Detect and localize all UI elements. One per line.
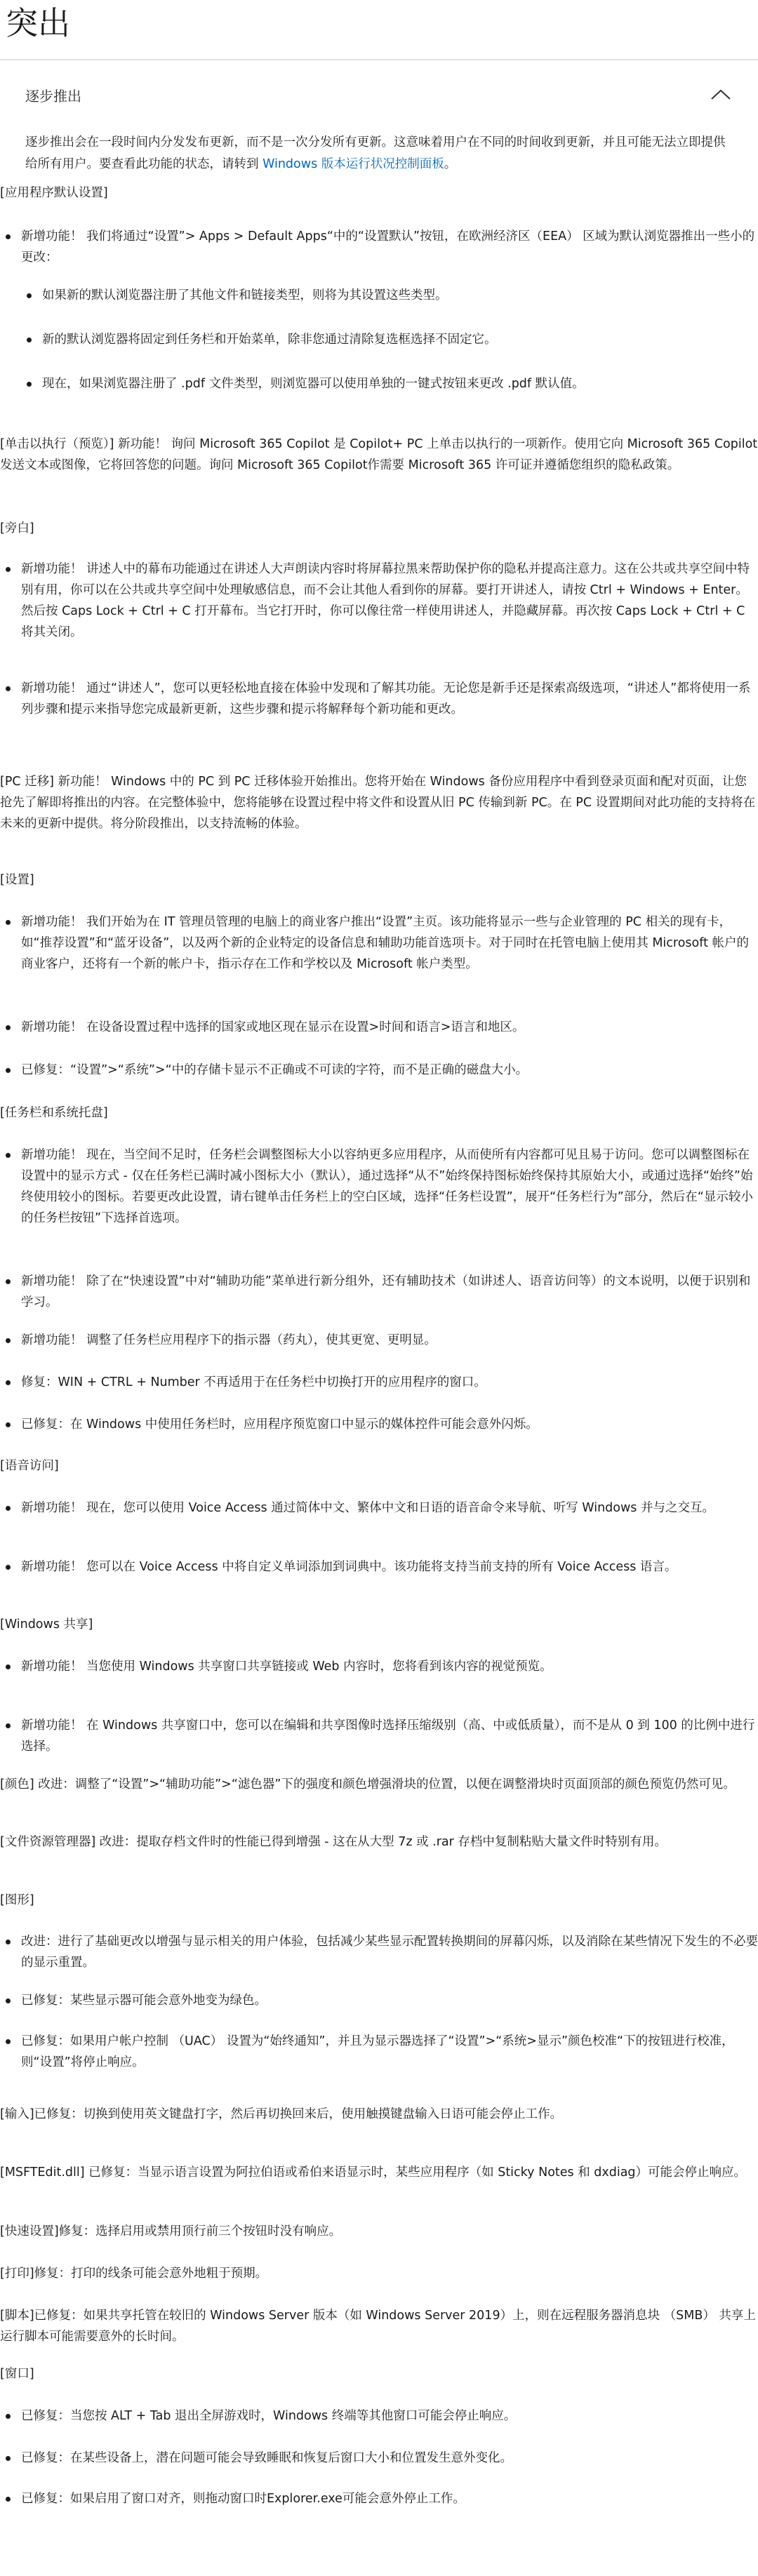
health-dashboard-link[interactable]: Windows 版本运行状况控制面板 [262,157,444,171]
list-item-text: [任务栏和系统托盘] [0,1106,108,1120]
list-item [0,1831,758,1853]
list-item-text: 新增功能！ 在设备设置过程中选择的国家或地区现在显示在设置>时间和语言>语言和地区。 [21,1020,525,1034]
list-item [0,1614,758,1635]
list-item-text: 新增功能！ 现在，当空间不足时，任务栏会调整图标大小以容纳更多应用程序，从而使所有内容都可见且易于访问。您可以调整图标在设置中的显示方式 - 仅在任务栏已满时减小图标大小（默认），通过选择“从不”始终保持图标始终保持其原始大小，或通过选择“始终”始终使用较小的图标。若要更改此设置，请右键单击任务栏上的空白区域，选择“任务栏设置”，展开“任务栏行为”部分，然后在“显示较小的任务栏按钮”下选择首选项。 [21,1148,753,1225]
list-item-text: [颜色] 改进：调整了“设置”>“辅助功能”>“滤色器”下的强度和颜色增强滑块的位置，以便在调整滑块时页面顶部的颜色预览仍然可见。 [0,1777,736,1791]
list-item [21,1372,758,1393]
bullet-icon [6,234,11,239]
page-title: 突出 [6,4,70,42]
list-item-text: [快速设置]修复：选择启用或禁用顶行前三个按钮时没有响应。 [0,2224,342,2238]
list-item-text: 已修复：某些显示器可能会意外地变为绿色。 [21,1994,267,2008]
release-notes [0,175,758,2551]
list-item [0,771,758,834]
list-item-text: 新增功能！ 您可以在 Voice Access 中将自定义单词添加到词典中。该功能将支持当前支持的所有 Voice Access 语言。 [21,1560,677,1574]
list-item-text: 已修复：在某些设备上，潜在问题可能会导致睡眠和恢复后窗口大小和位置发生意外变化。 [21,2451,512,2465]
list-item-text: 新的默认浏览器将固定到任务栏和开始菜单，除非您通过清除复选框选择不固定它。 [42,333,497,347]
list-item-text: [MSFTEdit.dll] 已修复：当显示语言设置为阿拉伯语或希伯来语显示时，某些应用程序（如 Sticky Notes 和 dxdiag）可能会停止响应。 [0,2165,747,2180]
list-item-text: [单击以执行（预览）] 新功能！ 询问 Microsoft 365 Copilot 是 Copilot+ PC 上单击以执行的一项新作。使用它向 Microsoft 365 Copilot 发送文本或图像，它将回答您的问题。询问 Microsoft 365 Copilot作需要 Microsoft 365 许可证并遵循您组织的隐私政策。 [0,437,758,472]
list-item-text: [图形] [0,1893,34,1907]
bullet-icon [27,338,32,342]
list-item [42,373,758,394]
bullet-icon [6,1664,11,1669]
list-item [42,329,758,350]
list-item [0,2162,758,2183]
list-item-text: 已修复：“设置”>“系统”>“中的存储卡显示不正确或不可读的字符，而不是正确的磁盘大小。 [21,1063,528,1077]
bullet-icon [6,2497,11,2502]
list-item [0,182,758,203]
bullet-icon [6,1279,11,1284]
bullet-icon [6,1380,11,1385]
intro-text: 逐步推出会在一段时间内分发发布更新，而不是一次分发所有更新。这意味着用户在不同的时间收到更新，并且可能无法立即提供给所有用户。要查看此功能的状态，请转到 [25,135,726,171]
bullet-icon [27,382,32,387]
bullet-icon [6,1565,11,1570]
list-item [0,434,758,476]
bullet-icon [6,1338,11,1343]
list-item [0,1455,758,1476]
list-item-text: 新增功能！ 讲述人中的幕布功能通过在讲述人大声朗读内容时将屏幕拉黑来帮助保护你的隐私并提高注意力。这在公共或共享空间中特别有用，你可以在公共或共享空间中处理敏感信息，而不会让其他人看到你的屏幕。要打开讲述人，请按 Ctrl + Windows + Enter。然后按 Caps Lock + Ctrl + C 打开幕布。当它打开时，你可以像往常一样使用讲述人，并隐藏屏幕。再次按 Caps Lock + Ctrl + C 将其关闭。 [21,562,750,639]
list-item [0,2221,758,2242]
list-item-text: [语音访问] [0,1459,59,1473]
intro-end: 。 [444,157,457,171]
list-item-text: [输入]已修复：切换到使用英文键盘打字，然后再切换回来后，使用触摸键盘输入日语可能会停止工作。 [0,2107,563,2121]
list-item-text: 新增功能！ 当您使用 Windows 共享窗口共享链接或 Web 内容时，您将看到该内容的视觉预览。 [21,1660,552,1674]
list-item-text: 改进：进行了基础更改以增强与显示相关的用户体验，包括减少某些显示配置转换期间的屏幕闪烁，以及消除在某些情况下发生的不必要的显示重置。 [21,1935,758,1970]
list-item [21,912,758,975]
bullet-icon [6,1422,11,1427]
list-item-text: 已修复：在 Windows 中使用任务栏时，应用程序预览窗口中显示的媒体控件可能会意外闪烁。 [21,1417,538,1432]
list-item-text: 新增功能！ 我们将通过“设置”> Apps > Default Apps“中的“设置默认”按钮，在欧洲经济区（EEA） 区域为默认浏览器推出一些小的更改： [21,229,755,265]
list-item [21,1656,758,1677]
list-item-text: [窗口] [0,2367,34,2381]
bullet-icon [6,2039,11,2044]
bullet-icon [6,1998,11,2003]
list-item [21,2405,758,2427]
list-item [0,2363,758,2384]
list-item-text: [文件资源管理器] 改进：提取存档文件时的性能已得到增强 - 这在从大型 7z 或 .rar 存档中复制粘贴大量文件时特别有用。 [0,1835,667,1849]
list-item [21,1990,758,2011]
list-item [0,1102,758,1123]
list-item [42,285,758,306]
bullet-icon [6,2414,11,2419]
list-item-text: 已修复：如果用户帐户控制 （UAC） 设置为“始终通知”，并且为显示器选择了“设置”>“系统>显示”颜色校准“下的按钮进行校准，则“设置”将停止响应。 [21,2034,734,2069]
section-title: 逐步推出 [25,87,81,105]
bullet-icon [6,686,11,691]
list-item [21,1556,758,1577]
list-item-text: [旁白] [0,521,34,535]
list-item-text: 新增功能！ 除了在“快速设置”中对“辅助功能”菜单进行新分组外，还有辅助技术（如讲述人、语音访问等）的文本说明，以便于识别和学习。 [21,1274,751,1309]
list-item-text: 如果新的默认浏览器注册了其他文件和链接类型，则将为其设置这些类型。 [42,288,448,302]
list-item [21,1931,758,1973]
list-item-text: 已修复：当您按 ALT + Tab 退出全屏游戏时，Windows 终端等其他窗口可能会停止响应。 [21,2409,517,2423]
list-item [21,1497,758,1519]
list-item [21,1017,758,1038]
list-item-text: 现在，如果浏览器注册了 .pdf 文件类型，则浏览器可以使用单独的一键式按钮来更改 .pdf 默认值。 [42,377,585,391]
list-item [21,1144,758,1229]
list-item [21,678,758,720]
list-item-text: 新增功能！ 在 Windows 共享窗口中，您可以在编辑和共享图像时选择压缩级别（高、中或低质量），而不是从 0 到 100 的比例中进行选择。 [21,1719,755,1754]
list-item-text: [打印]修复：打印的线条可能会意外地粗于预期。 [0,2267,268,2281]
section-header[interactable] [0,59,758,129]
bullet-icon [27,293,32,298]
bullet-icon [6,1723,11,1728]
bullet-icon [6,920,11,925]
list-item [0,2104,758,2125]
list-item [21,559,758,643]
list-item-text: [PC 迁移] 新功能！ Windows 中的 PC 到 PC 迁移体验开始推出。您将开始在 Windows 备份应用程序中看到登录页面和配对页面，让您抢先了解即将推出的内容。在完整体验中，您将能够在设置过程中将文件和设置从旧 PC 传输到新 PC。在 PC 设置期间对此功能的支持将在未来的更新中提供。将分阶段推出，以支持流畅的体验。 [0,775,756,831]
bullet-icon [6,1025,11,1030]
list-item [0,2305,758,2347]
list-item [0,2263,758,2284]
intro-paragraph [0,132,758,175]
list-item [21,1271,758,1313]
bullet-icon [6,1506,11,1511]
list-item [21,1060,758,1081]
list-item-text: [应用程序默认设置] [0,186,108,200]
list-item [21,1715,758,1757]
list-item [21,2488,758,2509]
list-item [21,2031,758,2073]
list-item-text: [设置] [0,873,34,887]
list-item-text: 新增功能！ 现在，您可以使用 Voice Access 通过简体中文、繁体中文和日语的语音命令来导航、听写 Windows 并与之交互。 [21,1501,714,1515]
list-item [21,226,758,268]
list-item [21,1330,758,1351]
bullet-icon [6,1068,11,1073]
list-item [0,869,758,890]
list-item [21,1414,758,1435]
list-item-text: [脚本]已修复：如果共享托管在较旧的 Windows Server 版本（如 Windows Server 2019）上，则在远程服务器消息块 （SMB） 共享上运行脚本可能需要意外的长时间。 [0,2309,756,2344]
bullet-icon [6,567,11,572]
list-item [0,1890,758,1911]
list-item [21,2448,758,2469]
bullet-icon [6,1153,11,1158]
list-item-text: 修复：WIN + CTRL + Number 不再适用于在任务栏中切换打开的应用程序的窗口。 [21,1375,486,1389]
list-item-text: [Windows 共享] [0,1617,93,1631]
bullet-icon [6,2456,11,2461]
list-item [0,518,758,539]
list-item-text: 新增功能！ 我们开始为在 IT 管理员管理的电脑上的商业客户推出“设置”主页。该功能将显示一些与企业管理的 PC 相关的现有卡，如“推荐设置”和“蓝牙设备”，以及两个新的企业特定的设备信息和辅助功能首选项卡。对于同时在托管电脑上使用其 Microsoft 帐户的商业客户，还将有一个新的帐户卡，指示存在工作和学校以及 Microsoft 帐户类型。 [21,915,750,971]
list-item [0,1774,758,1795]
list-item-text: 新增功能！ 调整了任务栏应用程序下的指示器（药丸），使其更宽、更明显。 [21,1333,437,1347]
chevron-up-icon[interactable] [709,88,733,102]
bullet-icon [6,1940,11,1944]
list-item-text: 新增功能！ 通过“讲述人”，您可以更轻松地直接在体验中发现和了解其功能。无论您是新手还是探索高级选项，“讲述人”都将使用一系列步骤和提示来指导您完成最新更新，这些步骤和提示将解释每个新功能和更改。 [21,681,751,716]
list-item-text: 已修复：如果启用了窗口对齐，则拖动窗口时Explorer.exe可能会意外停止工作。 [21,2492,465,2506]
